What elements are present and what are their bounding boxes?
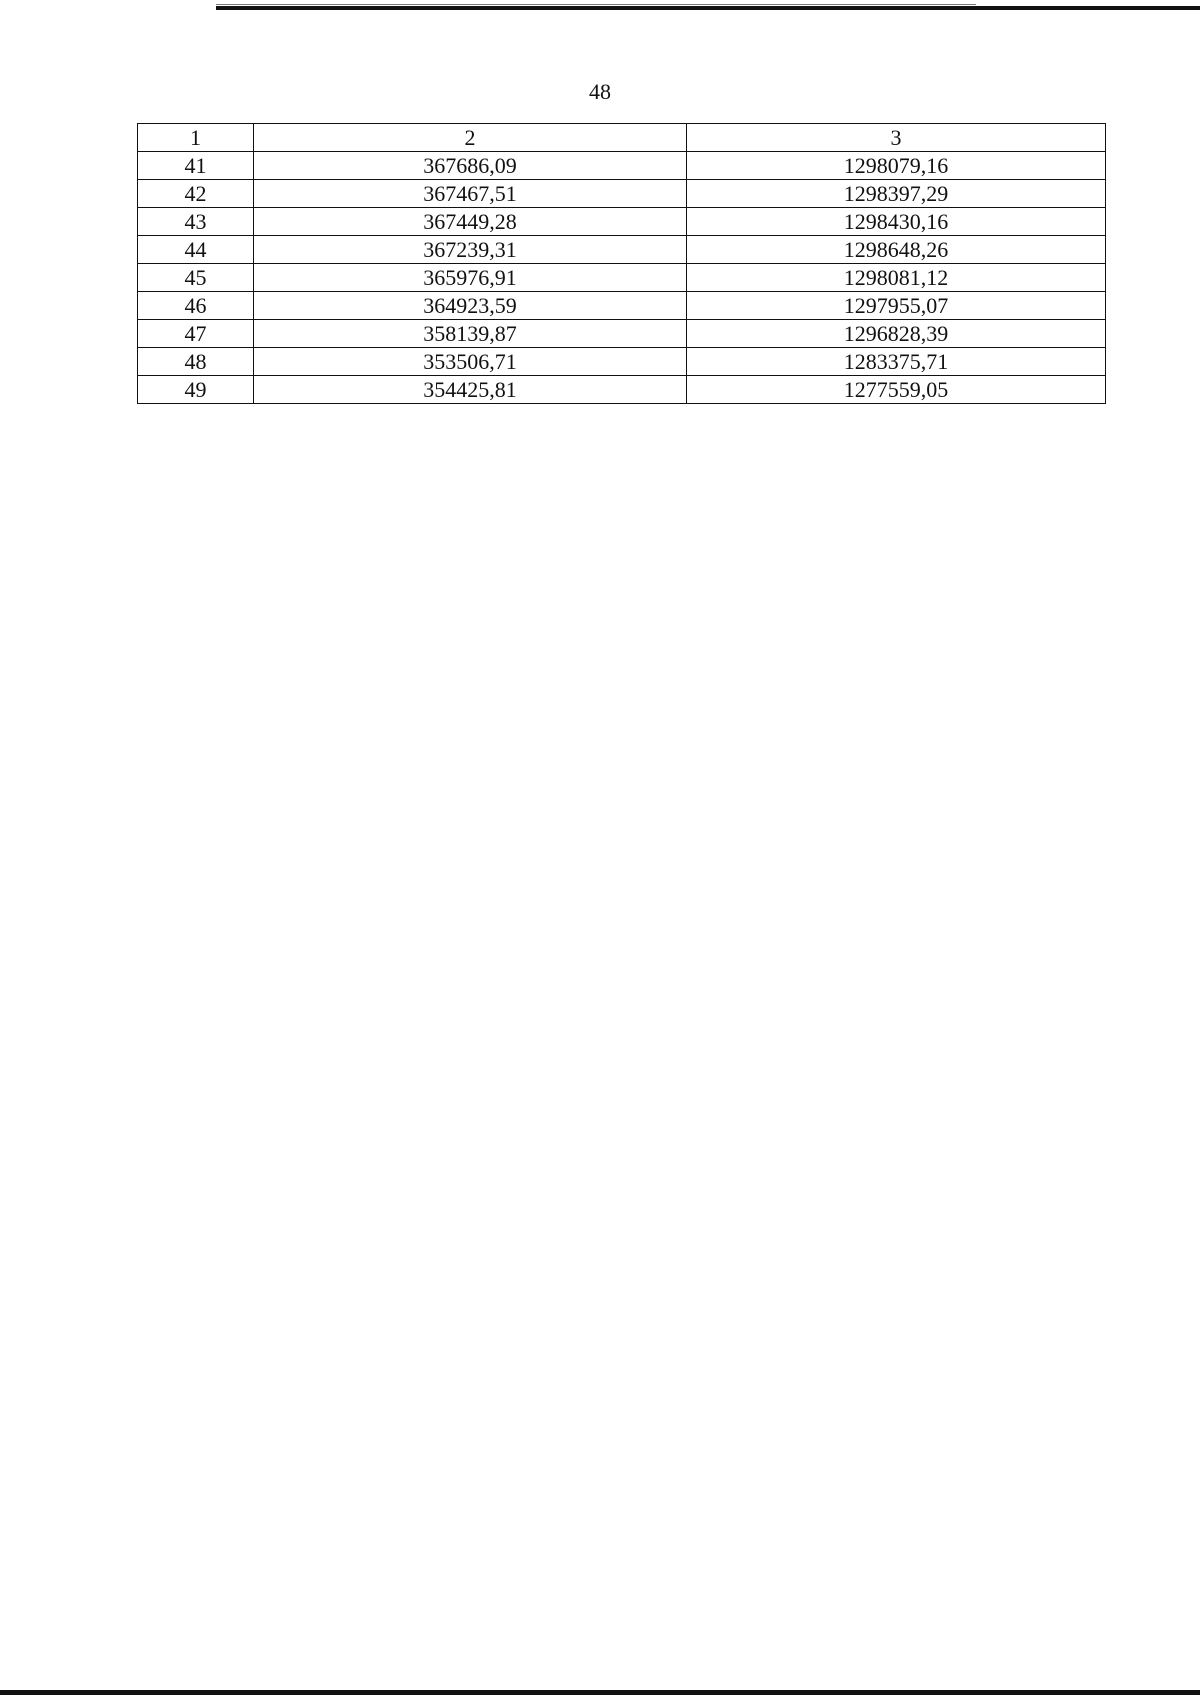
- x-coordinate-cell: 354425,81: [254, 376, 687, 404]
- table-row: [138, 152, 1106, 180]
- table-row: [138, 376, 1106, 404]
- table-row: [138, 180, 1106, 208]
- y-coordinate-cell: 1298081,12: [687, 264, 1106, 292]
- x-coordinate-cell: 365976,91: [254, 264, 687, 292]
- point-number-cell: 47: [138, 320, 254, 348]
- table-row: [138, 264, 1106, 292]
- point-number-cell: 45: [138, 264, 254, 292]
- y-coordinate-cell: 1298648,26: [687, 236, 1106, 264]
- x-coordinate-cell: 367686,09: [254, 152, 687, 180]
- header-cell: 1: [138, 124, 254, 152]
- header-cell: 2: [254, 124, 687, 152]
- table-header-row: [138, 124, 1106, 152]
- table-row: [138, 236, 1106, 264]
- x-coordinate-cell: 353506,71: [254, 348, 687, 376]
- table-row: [138, 348, 1106, 376]
- bottom-border-line: [0, 1690, 1200, 1695]
- y-coordinate-cell: 1298430,16: [687, 208, 1106, 236]
- header-cell: 3: [687, 124, 1106, 152]
- point-number-cell: 41: [138, 152, 254, 180]
- table-row: [138, 208, 1106, 236]
- top-scan-line: [216, 4, 976, 5]
- point-number-cell: 48: [138, 348, 254, 376]
- y-coordinate-cell: 1298079,16: [687, 152, 1106, 180]
- y-coordinate-cell: 1296828,39: [687, 320, 1106, 348]
- y-coordinate-cell: 1277559,05: [687, 376, 1106, 404]
- x-coordinate-cell: 367467,51: [254, 180, 687, 208]
- y-coordinate-cell: 1283375,71: [687, 348, 1106, 376]
- x-coordinate-cell: 364923,59: [254, 292, 687, 320]
- point-number-cell: 43: [138, 208, 254, 236]
- point-number-cell: 44: [138, 236, 254, 264]
- table-row: [138, 320, 1106, 348]
- y-coordinate-cell: 1298397,29: [687, 180, 1106, 208]
- table-row: [138, 292, 1106, 320]
- x-coordinate-cell: 358139,87: [254, 320, 687, 348]
- page-number: 48: [589, 79, 611, 104]
- coordinates-table: [137, 123, 1106, 404]
- y-coordinate-cell: 1297955,07: [687, 292, 1106, 320]
- top-border-line: [216, 6, 1200, 10]
- x-coordinate-cell: 367449,28: [254, 208, 687, 236]
- point-number-cell: 46: [138, 292, 254, 320]
- x-coordinate-cell: 367239,31: [254, 236, 687, 264]
- point-number-cell: 49: [138, 376, 254, 404]
- point-number-cell: 42: [138, 180, 254, 208]
